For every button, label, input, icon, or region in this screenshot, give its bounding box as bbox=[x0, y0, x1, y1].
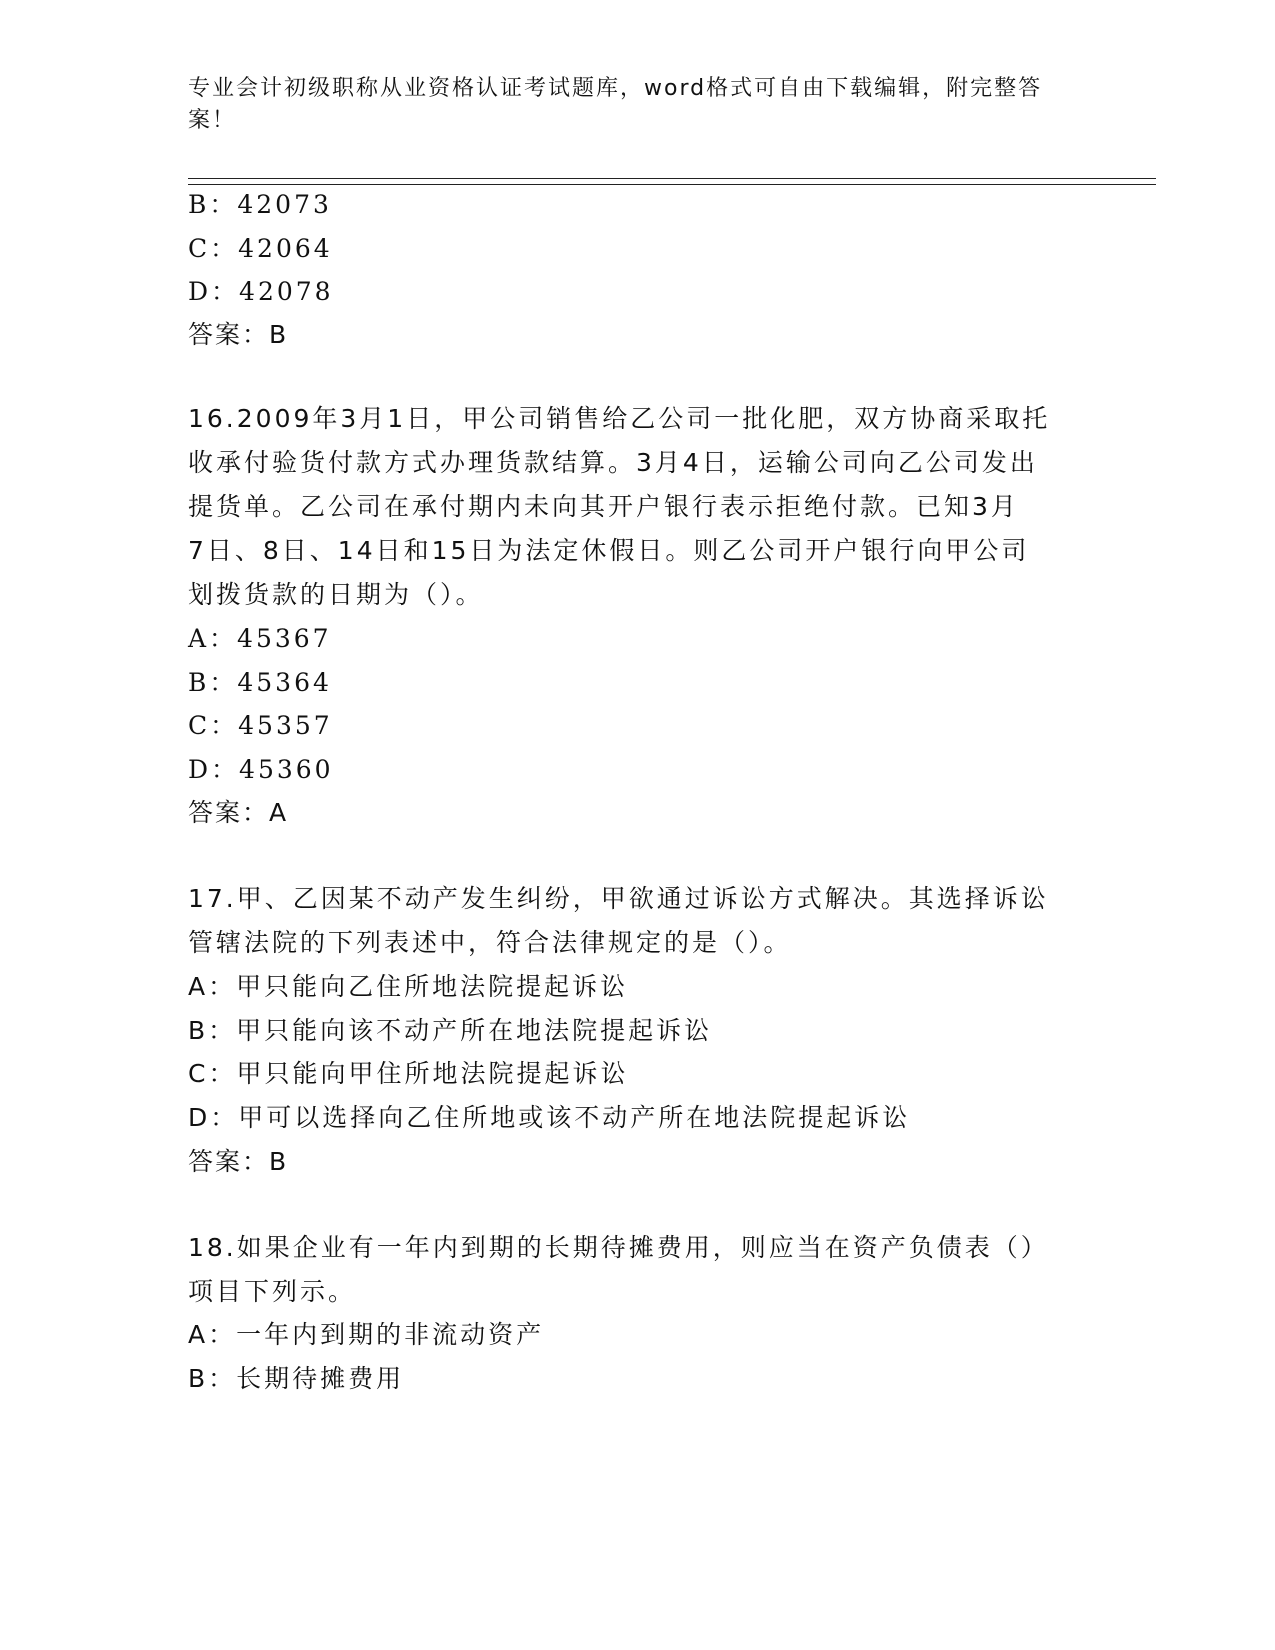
q18-option-b: B：长期待摊费用 bbox=[188, 1364, 405, 1393]
q17-option-b: B：甲只能向该不动产所在地法院提起诉讼 bbox=[188, 1016, 713, 1045]
q16-answer: 答案：A bbox=[188, 798, 289, 827]
q15-option-d: D：42078 bbox=[188, 277, 334, 306]
q15-option-b: B：42073 bbox=[188, 190, 332, 219]
q16-text-line-3: 提货单。乙公司在承付期内未向其开户银行表示拒绝付款。已知3月 bbox=[188, 492, 1019, 521]
header-divider-bottom bbox=[188, 184, 1156, 185]
q17-option-c: C：甲只能向甲住所地法院提起诉讼 bbox=[188, 1059, 629, 1088]
q16-option-c: C：45357 bbox=[188, 711, 333, 740]
q16-option-d: D：45360 bbox=[188, 755, 334, 784]
header-divider-top bbox=[188, 178, 1156, 179]
q15-option-c: C：42064 bbox=[188, 234, 333, 263]
q16-option-b: B：45364 bbox=[188, 668, 332, 697]
q18-option-a: A：一年内到期的非流动资产 bbox=[188, 1320, 545, 1349]
q17-text-line-1: 17.甲、乙因某不动产发生纠纷，甲欲通过诉讼方式解决。其选择诉讼 bbox=[188, 884, 1049, 913]
q18-text-line-1: 18.如果企业有一年内到期的长期待摊费用，则应当在资产负债表（） bbox=[188, 1233, 1049, 1262]
q17-answer: 答案：B bbox=[188, 1147, 289, 1176]
q16-text-line-2: 收承付验货付款方式办理货款结算。3月4日，运输公司向乙公司发出 bbox=[188, 448, 1038, 477]
q15-answer: 答案：B bbox=[188, 320, 289, 349]
q17-text-line-2: 管辖法院的下列表述中，符合法律规定的是（）。 bbox=[188, 928, 792, 957]
q17-option-a: A：甲只能向乙住所地法院提起诉讼 bbox=[188, 972, 629, 1001]
q16-text-line-5: 划拨货款的日期为（）。 bbox=[188, 580, 484, 609]
q16-option-a: A：45367 bbox=[188, 624, 332, 653]
document-header: 专业会计初级职称从业资格认证考试题库，word格式可自由下载编辑，附完整答案！ bbox=[188, 76, 1043, 133]
q17-option-d: D：甲可以选择向乙住所地或该不动产所在地法院提起诉讼 bbox=[188, 1103, 911, 1132]
q18-text-line-2: 项目下列示。 bbox=[188, 1277, 357, 1306]
q16-text-line-4: 7日、8日、14日和15日为法定休假日。则乙公司开户银行向甲公司 bbox=[188, 536, 1030, 565]
q16-text-line-1: 16.2009年3月1日，甲公司销售给乙公司一批化肥，双方协商采取托 bbox=[188, 404, 1051, 433]
